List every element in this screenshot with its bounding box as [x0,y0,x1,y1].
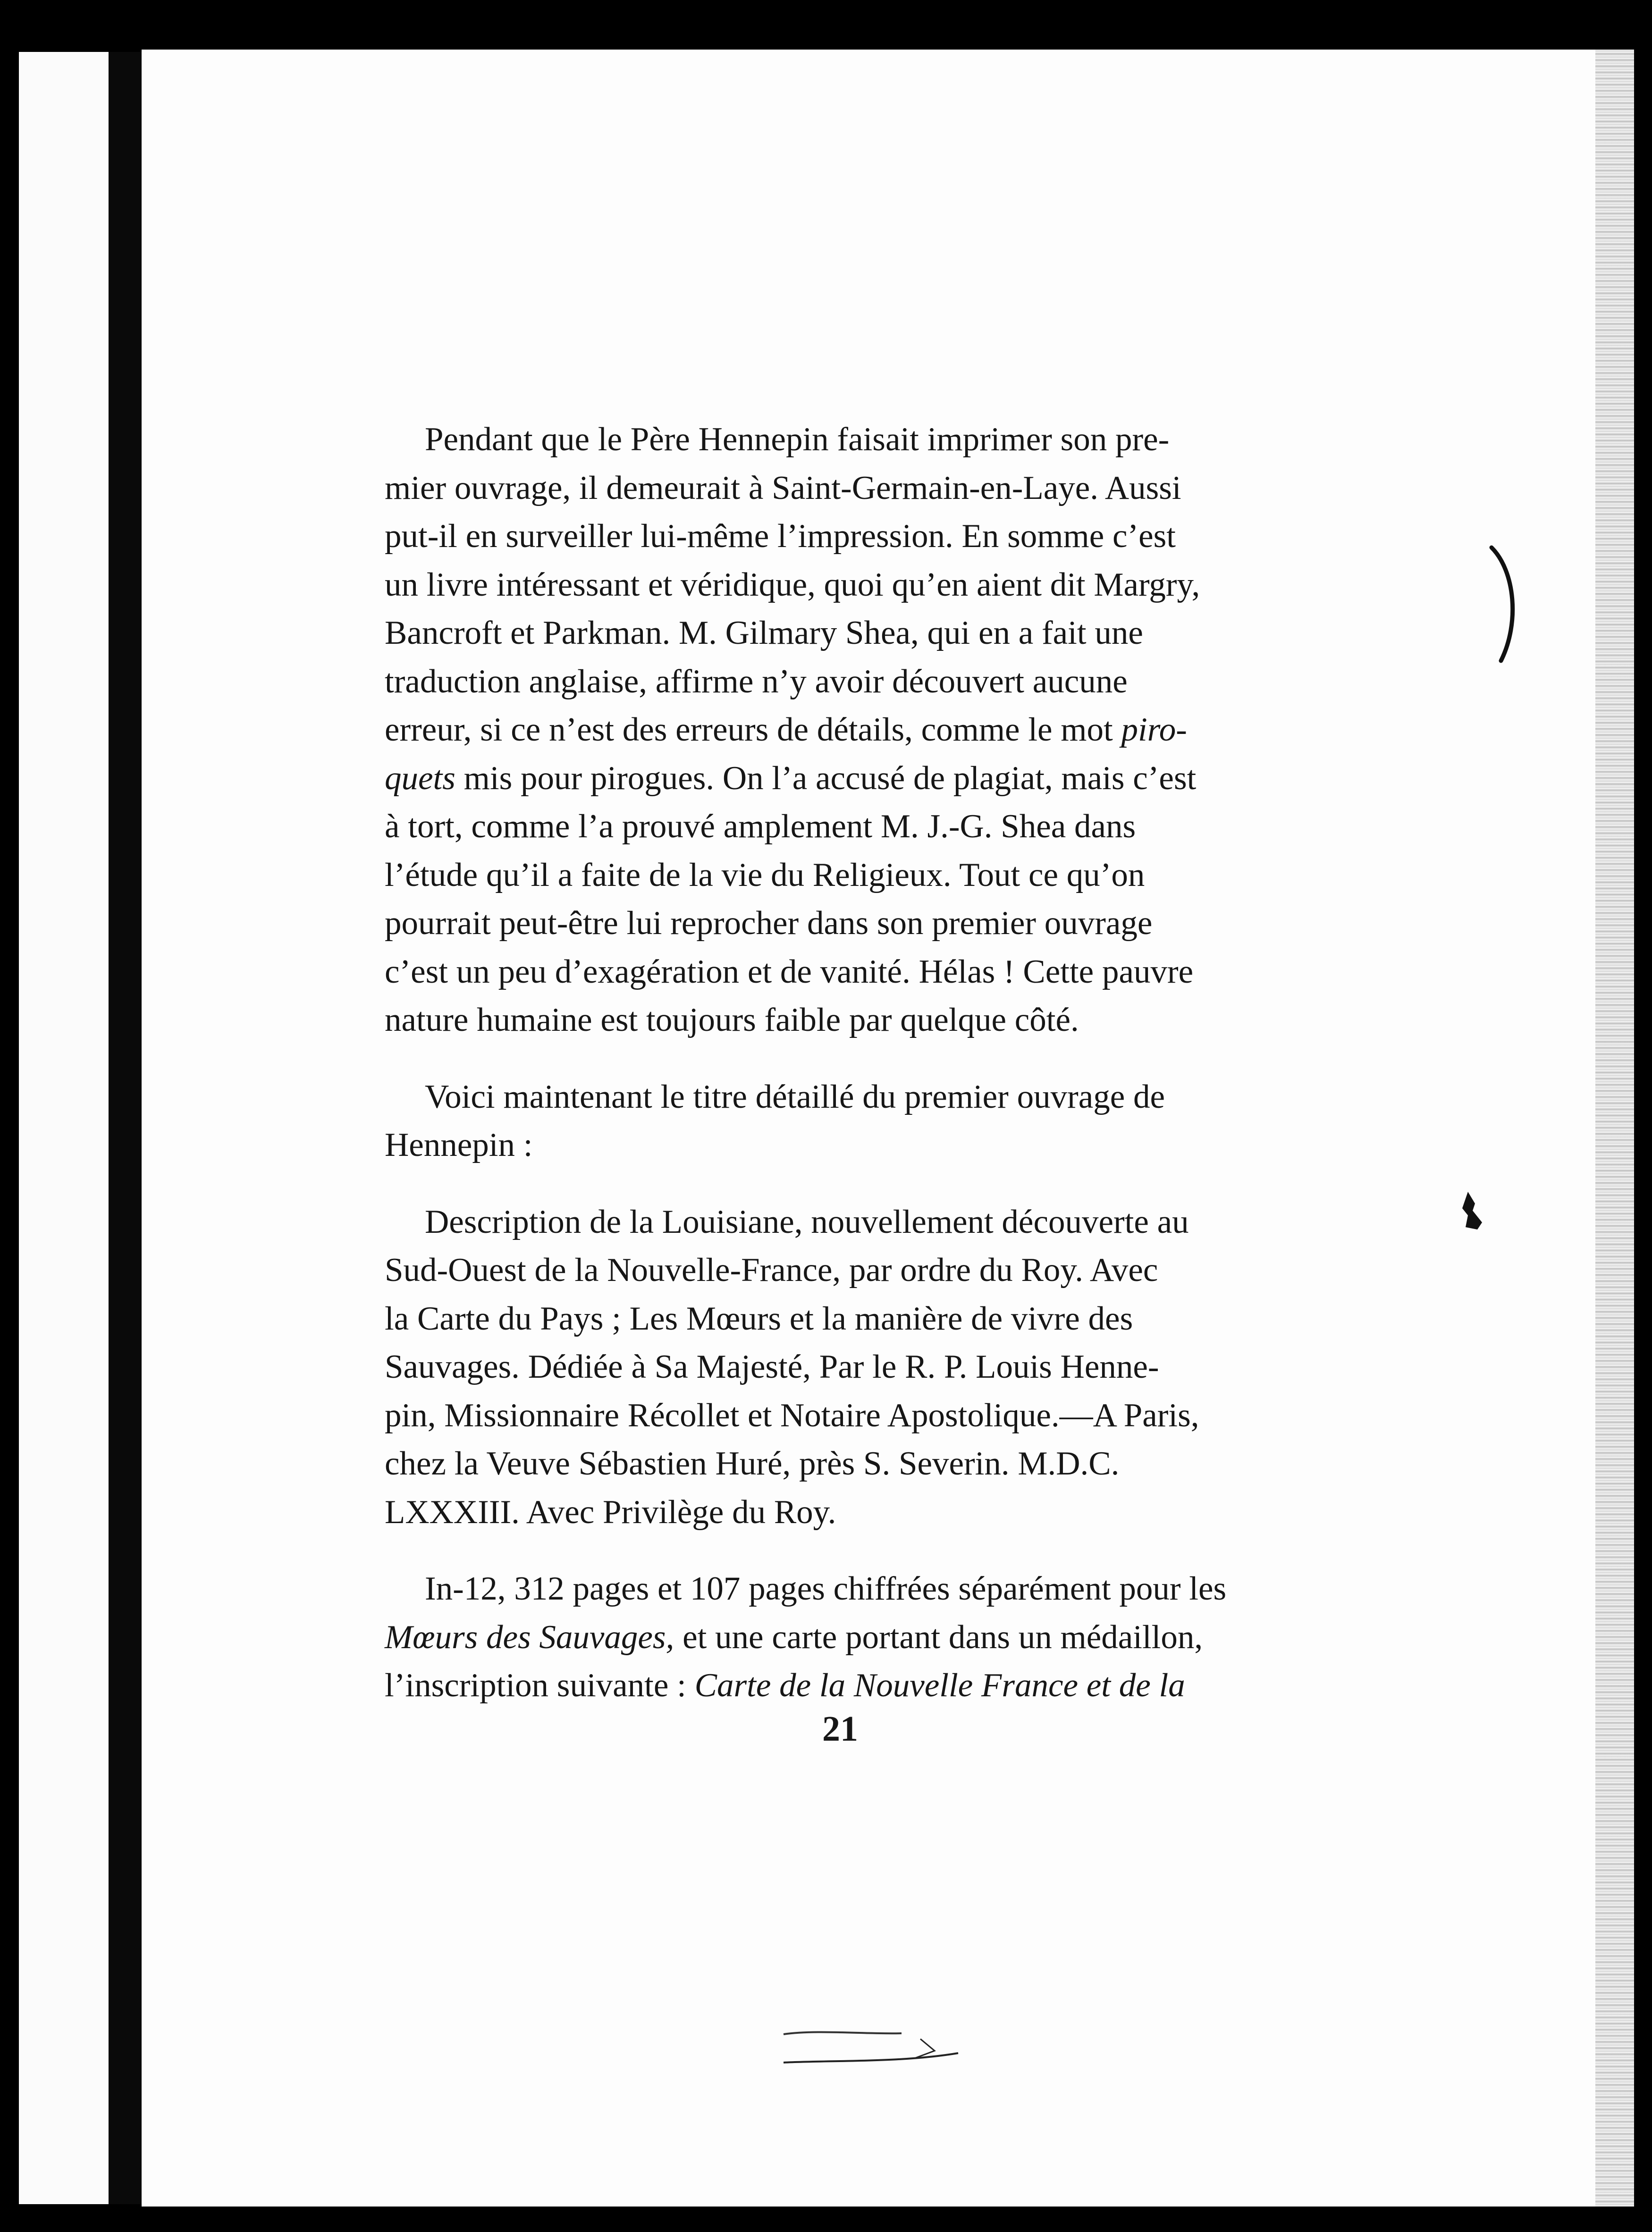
right-scan-border [1634,0,1652,2232]
text-fragment: l’inscription suivante : [385,1667,695,1704]
italic-word: piro- [1121,711,1187,748]
margin-bracket-mark [1487,543,1525,665]
text-line: chez la Veuve Sébastien Huré, près S. Severin. M.D.C. [385,1445,1120,1482]
text-fragment: et une carte portant dans un médaillon, [674,1618,1203,1656]
paragraph-4 [385,1565,1298,1710]
italic-title: Mœurs des Sauvages, [385,1618,674,1656]
left-binding-shadow [110,52,143,2204]
text-fragment: erreur, si ce n’est des erreurs de détails, comme le mot [385,711,1121,748]
text-line: Sauvages. Dédiée à Sa Majesté, Par le R. P. Louis Henne- [385,1348,1159,1385]
text-line: à tort, comme l’a prouvé amplement M. J.-G. Shea dans [385,808,1136,845]
text-line [385,1661,1298,1710]
text-line: put-il en surveiller lui-même l’impression. En somme c’est [385,518,1176,555]
text-line: c’est un peu d’exagération et de vanité. Hélas ! Cette pauvre [385,953,1194,990]
text-line: mier ouvrage, il demeurait à Saint-Germain-en-Laye. Aussi [385,469,1181,506]
text-line: pourrait peut-être lui reprocher dans son premier ouvrage [385,905,1153,942]
text-line [385,1613,1298,1662]
text-line: nature humaine est toujours faible par quelque côté. [385,1002,1079,1038]
paragraph-1 [385,415,1298,1044]
paragraph-3 [385,1198,1298,1537]
pen-stroke-mark [779,2025,968,2067]
text-line: pin, Missionnaire Récollet et Notaire Apostolique.—A Paris, [385,1397,1199,1434]
text-line [385,706,1298,754]
text-line: Pendant que le Père Hennepin faisait imprimer son pre- [425,421,1170,458]
page-number: 21 [822,1709,858,1749]
text-line: l’étude qu’il a faite de la vie du Religieux. Tout ce qu’on [385,856,1145,893]
text-line: Bancroft et Parkman. M. Gilmary Shea, qui en a fait une [385,615,1143,651]
text-line: Hennepin : [385,1127,533,1163]
left-margin-strip [19,52,109,2204]
text-line: Voici maintenant le titre détaillé du premier ouvrage de [425,1078,1165,1115]
text-fragment: mis pour pirogues. On l’a accusé de plagiat, mais c’est [455,759,1197,797]
text-line: Sud-Ouest de la Nouvelle-France, par ordre du Roy. Avec [385,1252,1158,1289]
text-line: Description de la Louisiane, nouvellement découverte au [425,1203,1189,1240]
text-line: In-12, 312 pages et 107 pages chiffrées séparément pour les [425,1570,1227,1607]
right-page-edge [1595,50,1634,2207]
text-line: traduction anglaise, affirme n’y avoir découvert aucune [385,663,1128,700]
italic-title: Carte de la Nouvelle France et de la [694,1667,1185,1704]
ink-blot-mark [1458,1189,1487,1232]
body-text [385,415,1298,1710]
text-line: LXXXIII. Avec Privilège du Roy. [385,1493,836,1531]
paragraph-2 [385,1073,1298,1170]
text-line: la Carte du Pays ; Les Mœurs et la manière de vivre des [385,1300,1133,1337]
text-line: un livre intéressant et véridique, quoi qu’en aient dit Margry, [385,566,1200,603]
text-line [385,754,1298,803]
italic-word: quets [385,759,455,797]
